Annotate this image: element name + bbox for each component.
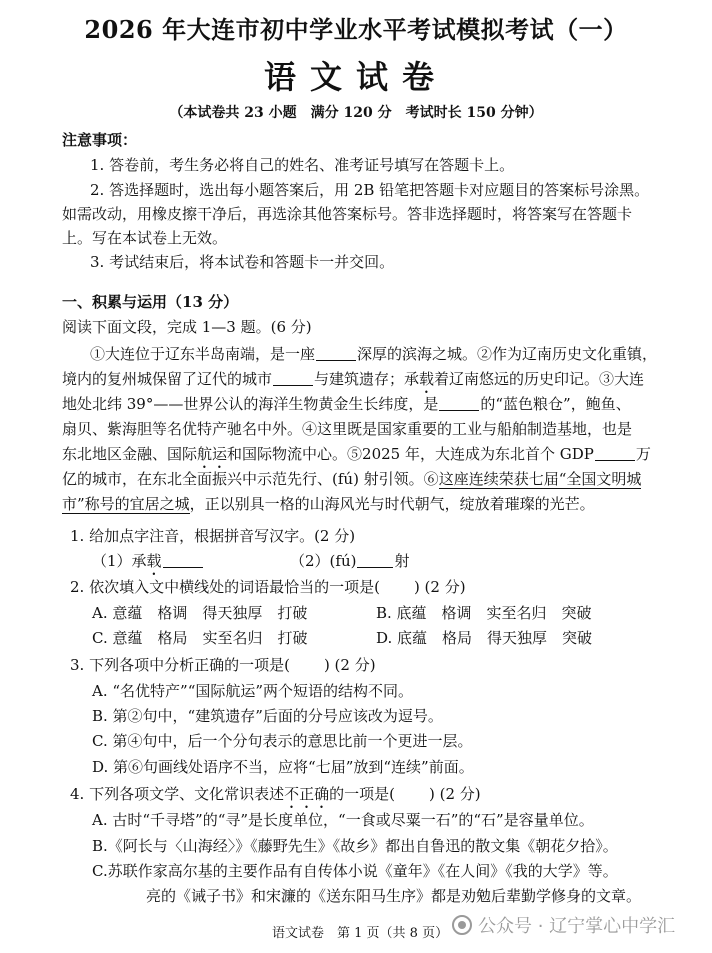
question-2-stem: 2. 依次填入文中横线处的词语最恰当的一项是( ) (2 分) (70, 578, 466, 596)
section-1-heading: 一、积累与运用（13 分） (62, 293, 239, 311)
emphasis-char: 载 (146, 552, 162, 570)
answer-blank-q1a (163, 553, 203, 568)
question-1-part-b: （2）(fú) 射 (290, 552, 410, 570)
exam-title: 2026 年大连市初中学业水平考试模拟考试（一） (84, 15, 628, 44)
passage-line-1: ①大连位于辽东半岛南端，是一座 深厚的滨海之城。②作为辽南历史文化重镇， (90, 345, 658, 363)
section-1-intro: 阅读下面文段，完成 1—3 题。(6 分) (62, 318, 312, 336)
question-3-stem: 3. 下列各项中分析正确的一项是( ) (2 分) (70, 656, 376, 674)
question-1-part-a: （1）承载 (92, 551, 204, 579)
emphasis-char: 载 (419, 370, 435, 388)
question-2-option-a: A. 意蕴 格调 得天独厚 打破 (92, 604, 308, 622)
watermark (452, 912, 675, 938)
question-4-option-c: C.苏联作家高尔基的主要作品有自传体小说《童年》《在人间》《我的大学》等。 (92, 862, 618, 880)
question-4-option-a: A. 古时“千寻塔”的“寻”是长度单位，“一食或尽粟一石”的“石”是容量单位。 (92, 811, 594, 829)
answer-blank-3 (439, 396, 479, 411)
exam-subject: 语文试卷 (263, 58, 448, 96)
passage-line-5: 东北地区金融、国际航运和国际物流中心。⑤2025 年，大连成为东北首个 GDP 万 (62, 445, 651, 463)
answer-blank-2 (273, 371, 313, 386)
answer-blank-4 (595, 446, 635, 461)
question-2-option-c: C. 意蕴 格局 实至名归 打破 (92, 629, 308, 647)
answer-blank-q1b (357, 553, 393, 568)
exam-info: （本试卷共 23 小题 满分 120 分 考试时长 150 分钟） (169, 105, 543, 121)
question-3-option-a: A. “名优特产”“国际航运”两个短语的结构不同。 (92, 682, 414, 700)
question-2-option-b: B. 底蕴 格调 实至名归 突破 (376, 604, 592, 622)
emphasis-word: 不正确 (284, 785, 330, 803)
question-4-option-d: 亮的《诫子书》和宋濂的《送东阳马生序》都是劝勉后辈勤学修身的文章。 (146, 887, 642, 905)
question-4-option-b: B.《阿长与〈山海经〉》《藤野先生》《故乡》都出自鲁迅的散文集《朝花夕拾》。 (92, 837, 618, 855)
question-4-stem: 4. 下列各项文学、文化常识表述不正确的一项是( ) (2 分) (70, 785, 481, 803)
answer-blank-1 (316, 346, 356, 361)
question-3-option-b: B. 第②句中，“建筑遗存”后面的分号应该改为逗号。 (92, 707, 443, 725)
question-3-option-d: D. 第⑥句画线处语序不当，应将“七届”放到“连续”前面。 (92, 758, 474, 776)
note-1: 1. 答卷前，考生务必将自己的姓名、准考证号填写在答题卡上。 (90, 156, 515, 174)
note-2-line-3: 上。写在本试卷上无效。 (62, 229, 228, 247)
passage-line-2: 境内的复州城保留了辽代的城市 与建筑遗存；承载着辽南悠远的历史印记。③大连 (62, 370, 645, 388)
passage-line-3: 地处北纬 39°——世界公认的海洋生物黄金生长纬度，是 的“蓝色粮仓”，鲍鱼、 (62, 395, 631, 413)
question-1-stem: 1. 给加点字注音，根据拼音写汉字。(2 分) (70, 527, 356, 545)
page-footer: 语文试卷 第 1 页（共 8 页） (272, 926, 449, 941)
underlined-sentence: 这座连续荣获七届“全国文明城 (438, 470, 642, 488)
notes-heading: 注意事项： (62, 131, 138, 149)
note-3: 3. 考试结束后，将本试卷和答题卡一并交回。 (90, 253, 395, 271)
passage-line-7: 市”称号的宜居之城，正以别具一格的山海风光与时代朝气，绽放着璀璨的光芒。 (62, 495, 595, 513)
wechat-official-account-icon (452, 915, 472, 935)
passage-line-6: 亿的城市，在东北全面振兴中示范先行、(fú) 射引领。⑥这座连续荣获七届“全国文明城 (62, 470, 642, 488)
question-2-option-d: D. 底蕴 格局 得天独厚 突破 (376, 629, 593, 647)
underlined-sentence-end: 市”称号的宜居之城 (62, 495, 190, 513)
note-2-line-1: 2. 答选择题时，选出每小题答案后，用 2B 铅笔把答题卡对应题目的答案标号涂黑。 (90, 181, 650, 199)
watermark-text: 公众号 · 辽宁掌心中学汇 (478, 916, 676, 937)
emphasis-word: 航运 (197, 445, 228, 463)
passage-line-4: 扇贝、紫海胆等名优特产驰名中外。④这里既是国家重要的工业与船舶制造基地，也是 (62, 420, 633, 438)
question-3-option-c: C. 第④句中，后一个分句表示的意思比前一个更进一层。 (92, 732, 473, 750)
note-2-line-2: 如需改动，用橡皮擦干净后，再选涂其他答案标号。答非选择题时，将答案写在答题卡 (62, 205, 633, 223)
